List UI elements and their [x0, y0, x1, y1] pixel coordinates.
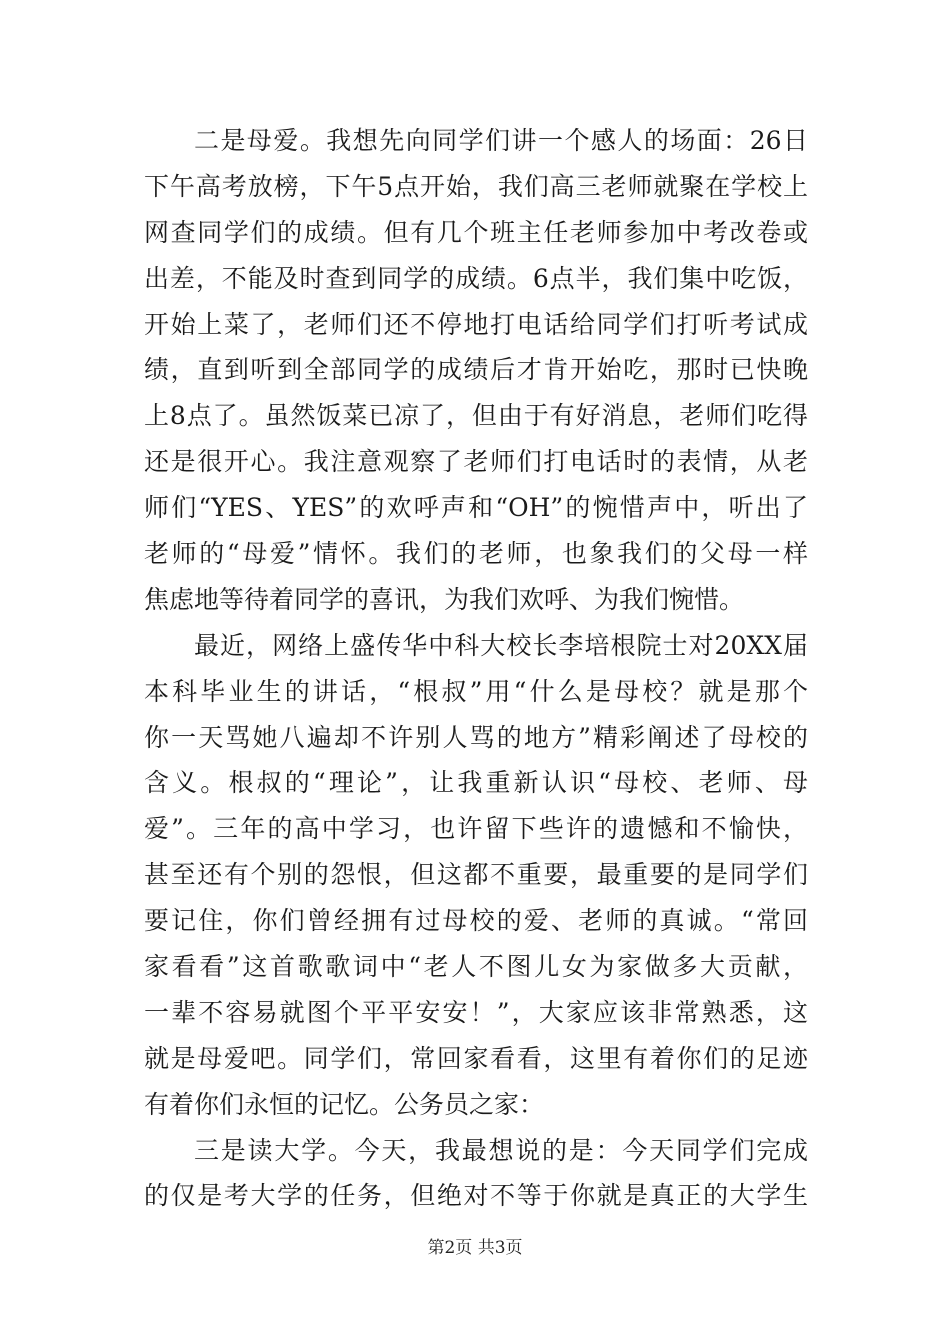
text-line: 三是读大学。今天，我最想说的是：今天同学们完成	[194, 1135, 808, 1165]
text-line: 含义。根叔的“理论”，让我重新认识“母校、老师、母	[144, 768, 808, 798]
text-line: 爱”。三年的高中学习，也许留下些许的遗憾和不愉快，	[144, 814, 808, 844]
text-line: 家看看”这首歌歌词中“老人不图儿女为家做多大贡献，	[144, 952, 808, 982]
text-line: 的仅是考大学的任务，但绝对不等于你就是真正的大学生	[144, 1181, 808, 1211]
text-line: 绩，直到听到全部同学的成绩后才肯开始吃，那时已快晚	[144, 355, 808, 385]
text-line: 要记住，你们曾经拥有过母校的爱、老师的真诚。“常回	[144, 906, 808, 936]
text-line: 焦虑地等待着同学的喜讯，为我们欢呼、为我们惋惜。	[144, 584, 745, 614]
text-line: 甚至还有个别的怨恨，但这都不重要，最重要的是同学们	[144, 860, 808, 890]
text-line: 师们“YES、YES”的欢呼声和“OH”的惋惜声中，听出了	[144, 493, 808, 523]
text-line: 下午高考放榜，下午5点开始，我们高三老师就聚在学校上	[144, 171, 808, 201]
text-line: 一辈不容易就图个平平安安！”，大家应该非常熟悉，这	[144, 997, 808, 1027]
text-line: 二是母爱。我想先向同学们讲一个感人的场面：26日	[194, 126, 808, 155]
text-line: 你一天骂她八遍却不许别人骂的地方”精彩阐述了母校的	[144, 722, 808, 752]
text-line: 老师的“母爱”情怀。我们的老师，也象我们的父母一样	[144, 539, 808, 569]
text-line: 出差，不能及时查到同学的成绩。6点半，我们集中吃饭，	[144, 263, 808, 293]
text-line: 网查同学们的成绩。但有几个班主任老师参加中考改卷或	[144, 217, 808, 247]
text-line: 本科毕业生的讲话，“根叔”用“什么是母校？就是那个	[144, 676, 808, 706]
text-line: 最近，网络上盛传华中科大校长李培根院士对20XX届	[194, 630, 808, 660]
text-line: 开始上菜了，老师们还不停地打电话给同学们打听考试成	[144, 309, 808, 339]
page-number-footer: 第2页 共3页	[427, 1238, 523, 1258]
text-line: 就是母爱吧。同学们，常回家看看，这里有着你们的足迹	[144, 1043, 808, 1073]
text-line: 有着你们永恒的记忆。公务员之家：	[144, 1089, 545, 1119]
text-line: 上8点了。虽然饭菜已凉了，但由于有好消息，老师们吃得	[144, 401, 808, 431]
text-line: 还是很开心。我注意观察了老师们打电话时的表情，从老	[144, 447, 808, 477]
body-text	[144, 118, 808, 1219]
